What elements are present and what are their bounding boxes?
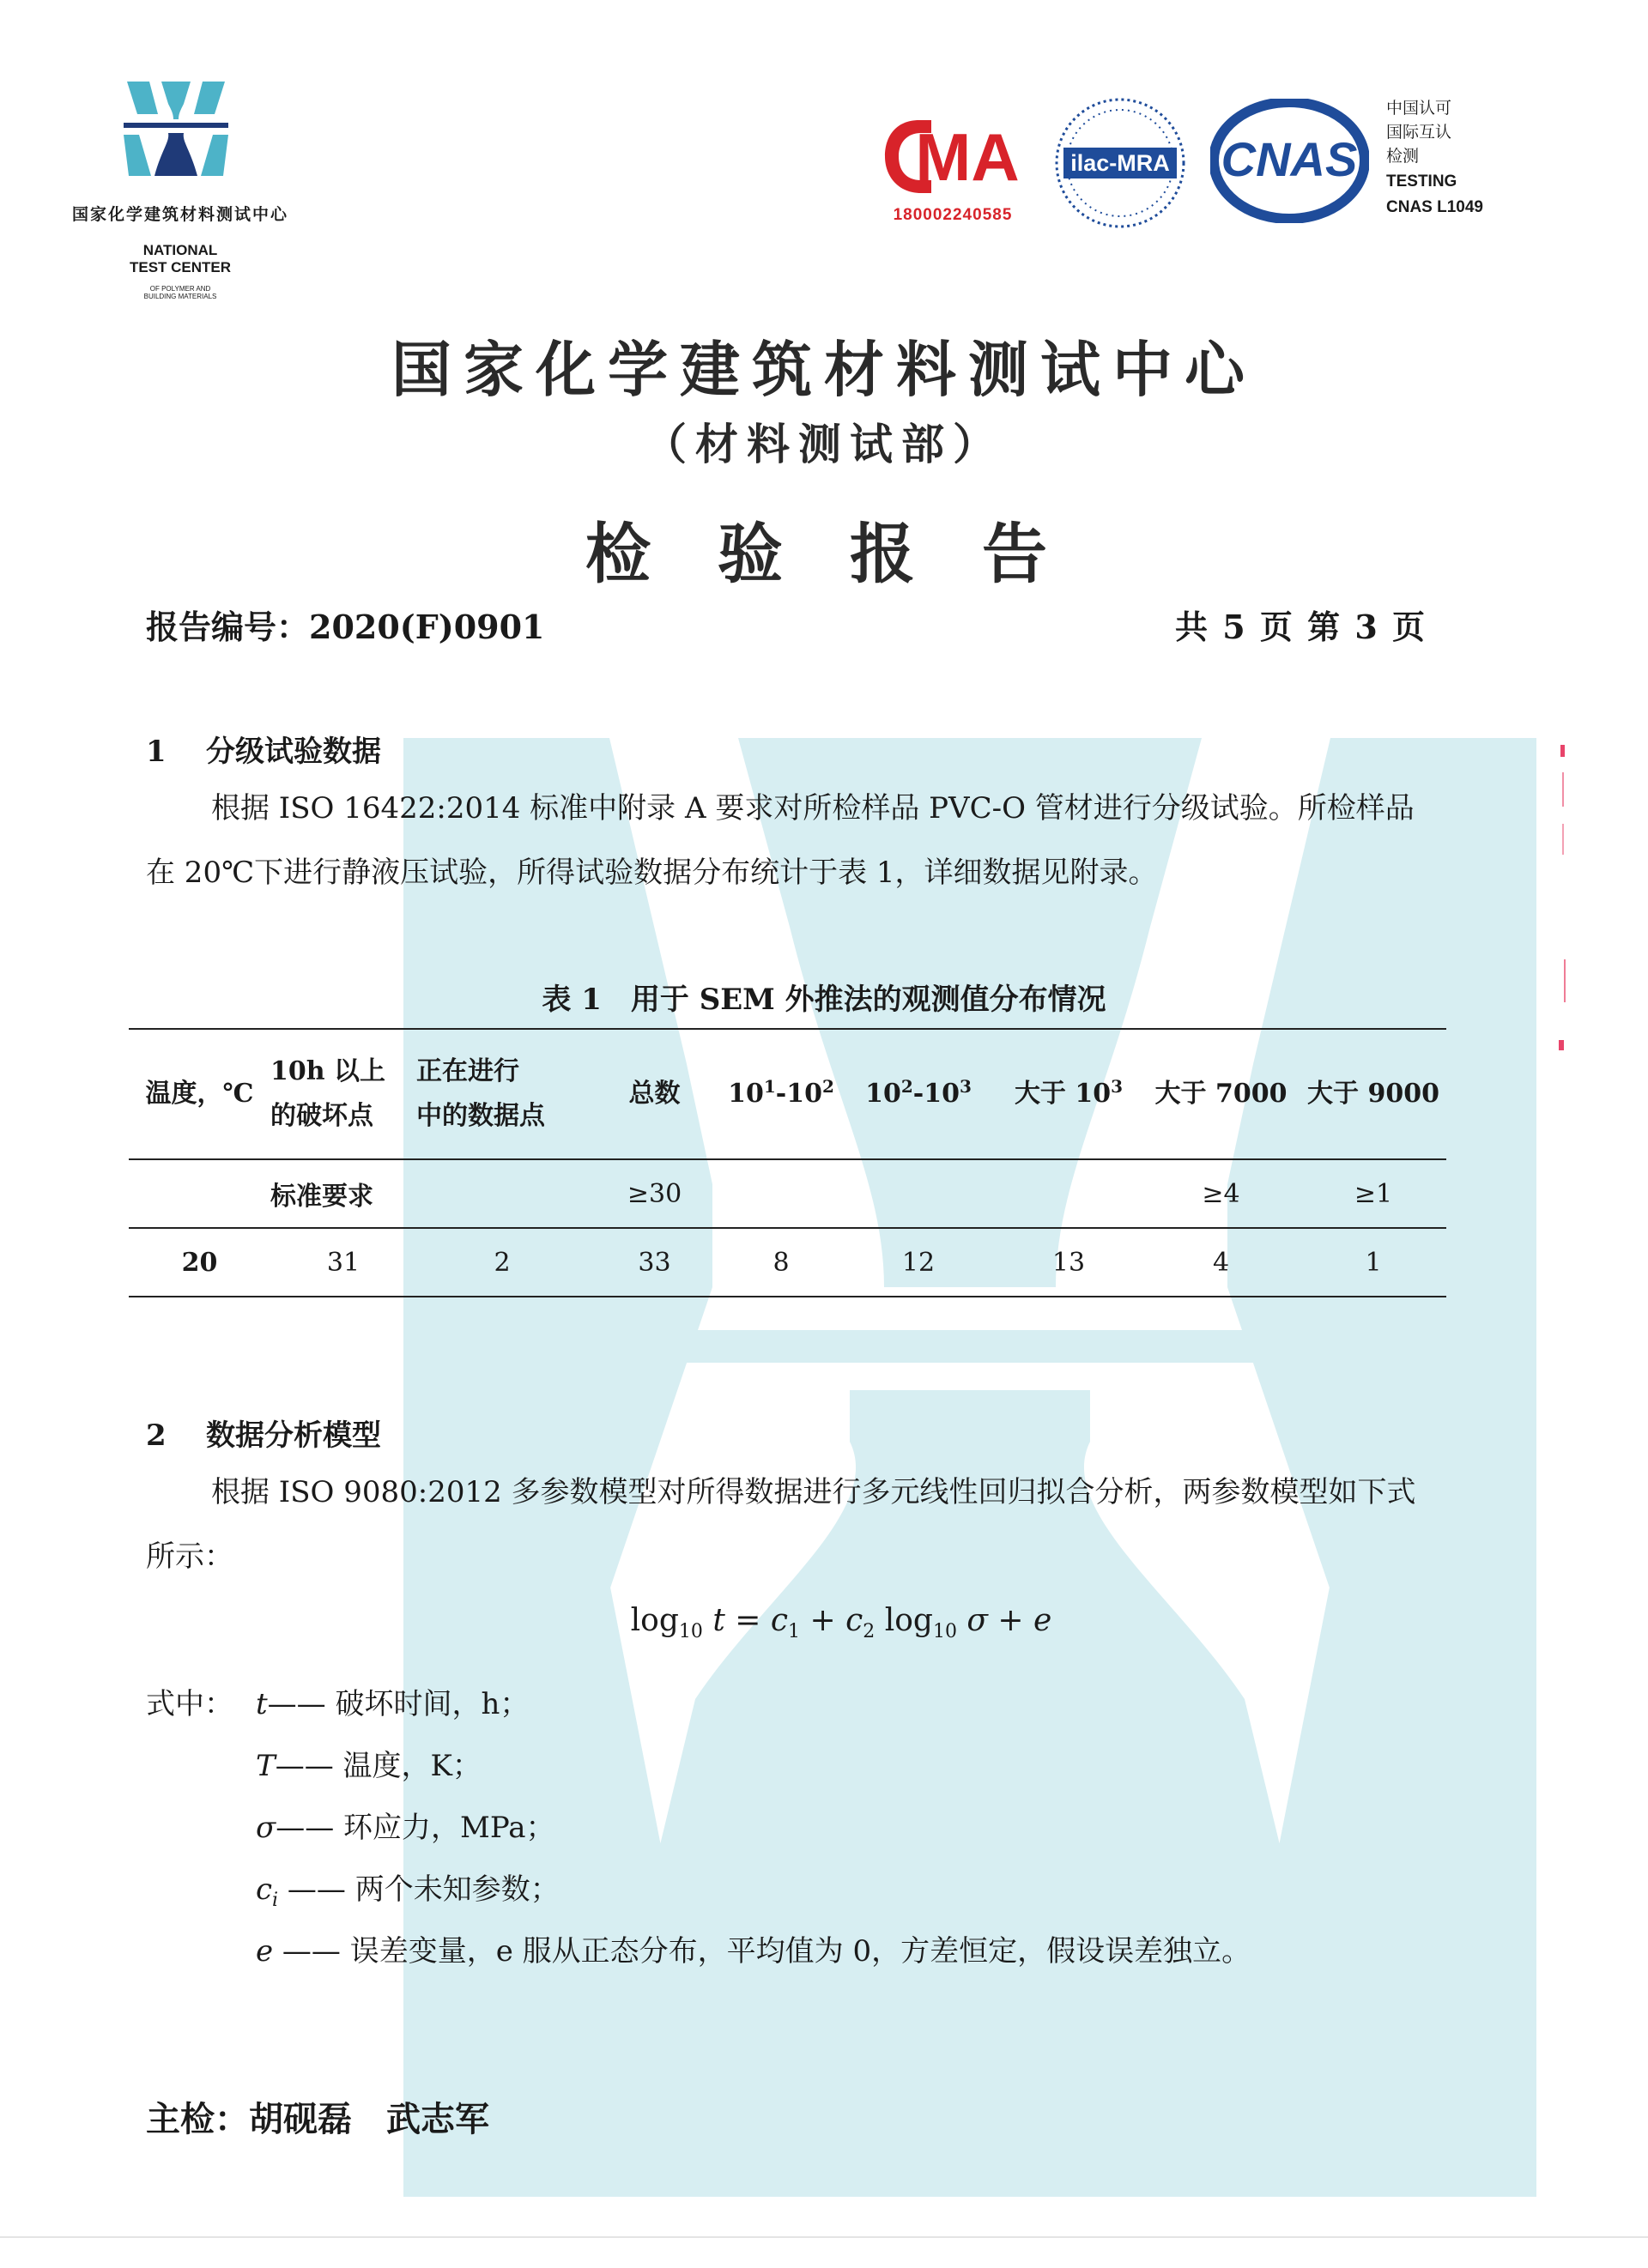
margin-mark [1562, 772, 1564, 807]
cma-logo-text: MA [915, 119, 1020, 195]
cnas-caption-line2: 国际互认 [1386, 123, 1452, 142]
formula-log2: log [884, 1603, 933, 1638]
th-range1-a-sup: 1 [763, 1076, 776, 1097]
cell-failed: 31 [326, 1247, 360, 1278]
req-label: 标准要求 [270, 1159, 416, 1228]
th-range1-a: 10 [728, 1079, 764, 1109]
cnas-logo [1210, 99, 1369, 223]
org-name-en-line4: BUILDING MATERIALS [143, 293, 217, 300]
org-name-en-line2: TEST CENTER [129, 259, 232, 275]
def-c-symbol: c [256, 1872, 273, 1907]
cnas-caption-line5: CNAS L1049 [1386, 198, 1483, 216]
formula-base1: 10 [678, 1621, 703, 1643]
table-caption: 表 1 用于 SEM 外推法的观测值分布情况 [542, 983, 1106, 1017]
th-range2-a-sup: 2 [900, 1076, 913, 1097]
cell-gt9000: 1 [1365, 1247, 1382, 1278]
cell-range2: 12 [901, 1247, 936, 1278]
definitions-intro: 式中： [146, 1687, 233, 1721]
cma-number: 180002240585 [893, 206, 1013, 224]
th-range2-a: 10 [865, 1079, 901, 1109]
th-failed-line1: 10h 以上 [270, 1056, 386, 1086]
section2-paragraph: 根据 ISO 9080:2012 多参数模型对所得数据进行多元线性回归拟合分析，两参数模型如下式所示： [146, 1475, 1416, 1574]
th-gt1000 [996, 1029, 1142, 1159]
def-t-text: —— 破坏时间，h； [267, 1687, 530, 1721]
th-gt1000-prefix: 大于 10 [1014, 1079, 1112, 1109]
definition-t [256, 1687, 529, 1721]
definition-e [256, 1934, 1251, 1969]
req-gt7000: ≥4 [1142, 1159, 1300, 1228]
main-title: 国家化学建筑材料测试中心 [391, 334, 1257, 405]
formula-base2: 10 [932, 1621, 957, 1643]
page-bottom-edge [0, 2236, 1648, 2238]
report-title: 检验报告 [585, 516, 1114, 592]
margin-mark [1562, 824, 1564, 855]
definition-c [256, 1872, 560, 1918]
ilac-logo-text: ilac-MRA [1070, 150, 1170, 176]
formula-c2-sub: 2 [863, 1621, 876, 1643]
definition-T [256, 1749, 482, 1783]
th-running-line1: 正在进行 [416, 1056, 519, 1086]
def-sigma-text: —— 环应力，MPa； [276, 1811, 555, 1845]
distribution-table [129, 1028, 1446, 1297]
cnas-caption-line4: TESTING [1386, 172, 1457, 191]
cell-temp: 20 [181, 1247, 218, 1278]
sub-title: （材料测试部） [644, 419, 1004, 469]
cell-total: 33 [638, 1247, 671, 1278]
org-name-en-line3: OF POLYMER AND [149, 285, 211, 293]
margin-mark [1560, 745, 1565, 757]
req-total: ≥30 [588, 1159, 721, 1228]
th-gt7000: 大于 7000 [1154, 1079, 1288, 1109]
th-gt1000-sup: 3 [1111, 1076, 1124, 1097]
formula-eq: = [724, 1603, 771, 1638]
section2-title: 数据分析模型 [206, 1418, 381, 1453]
th-range1-b-sup: 2 [821, 1076, 834, 1097]
cell-gt7000: 4 [1212, 1247, 1230, 1278]
th-temp: 温度，℃ [145, 1079, 254, 1109]
section1-paragraph: 根据 ISO 16422:2014 标准中附录 A 要求对所检样品 PVC-O 管材进行分级试验。所检样品在 20℃下进行静液压试验，所得试验数据分布统计于表 1，详细数据见附录。 [146, 791, 1415, 890]
th-range2 [841, 1029, 996, 1159]
th-range1-b: -10 [775, 1079, 822, 1109]
th-gt9000: 大于 9000 [1307, 1079, 1439, 1109]
cnas-logo-text: CNAS [1221, 132, 1358, 186]
report-number: 报告编号：2020(F)0901 [146, 608, 545, 646]
formula-plus2: + [987, 1603, 1034, 1638]
formula-sigma: σ [966, 1603, 988, 1638]
formula-c1-sub: 1 [788, 1621, 801, 1643]
th-range2-b-sup: 3 [959, 1076, 972, 1097]
cma-logo [880, 112, 1026, 202]
th-range1 [721, 1029, 841, 1159]
cell-gt1000: 13 [1051, 1247, 1086, 1278]
def-c-text: —— 两个未知参数； [278, 1872, 560, 1907]
def-t-symbol: t [256, 1687, 268, 1721]
formula-e: e [1033, 1603, 1052, 1638]
margin-mark [1559, 1040, 1564, 1050]
def-sigma-symbol: σ [256, 1811, 276, 1845]
cell-running: 2 [494, 1247, 511, 1278]
th-total: 总数 [628, 1079, 681, 1109]
th-running-line2: 中的数据点 [416, 1101, 545, 1131]
th-failed [270, 1029, 416, 1159]
formula-log1: log [630, 1603, 679, 1638]
org-logo [120, 82, 232, 176]
section1-number: 1 [146, 735, 167, 769]
definition-sigma [256, 1811, 554, 1845]
formula-t: t [712, 1603, 725, 1638]
section2-heading [146, 1412, 381, 1454]
inspectors: 主检：胡砚磊 武志军 [146, 2099, 489, 2139]
page-info: 共 5 页 第 3 页 [1174, 608, 1425, 646]
cnas-caption-line1: 中国认可 [1386, 99, 1452, 118]
org-name-en-line1: NATIONAL [142, 242, 218, 258]
section1-title: 分级试验数据 [206, 735, 381, 769]
cnas-caption-line3: 检测 [1386, 147, 1420, 166]
org-name-cn: 国家化学建筑材料测试中心 [71, 205, 288, 224]
th-range2-b: -10 [912, 1079, 960, 1109]
table-row-requirement [129, 1159, 1446, 1228]
def-e-text: —— 误差变量，e 服从正态分布，平均值为 0，方差恒定，假设误差独立。 [273, 1934, 1251, 1969]
def-e-symbol: e [256, 1934, 274, 1969]
def-T-text: —— 温度，K； [275, 1749, 482, 1783]
def-c-sub: i [272, 1889, 279, 1911]
ilac-mra-logo [1051, 94, 1189, 232]
cell-range1: 8 [772, 1247, 790, 1278]
req-gt9000: ≥1 [1300, 1159, 1446, 1228]
def-T-symbol: T [256, 1749, 276, 1783]
formula-c1: c [770, 1603, 789, 1638]
formula-plus1: + [800, 1603, 846, 1638]
section2-number: 2 [146, 1418, 167, 1453]
formula-c2: c [845, 1603, 863, 1638]
th-running [416, 1029, 588, 1159]
table-row [129, 1228, 1446, 1297]
regression-formula [0, 1603, 1648, 1643]
th-failed-line2: 的破坏点 [270, 1101, 373, 1131]
section1-heading [146, 728, 381, 770]
